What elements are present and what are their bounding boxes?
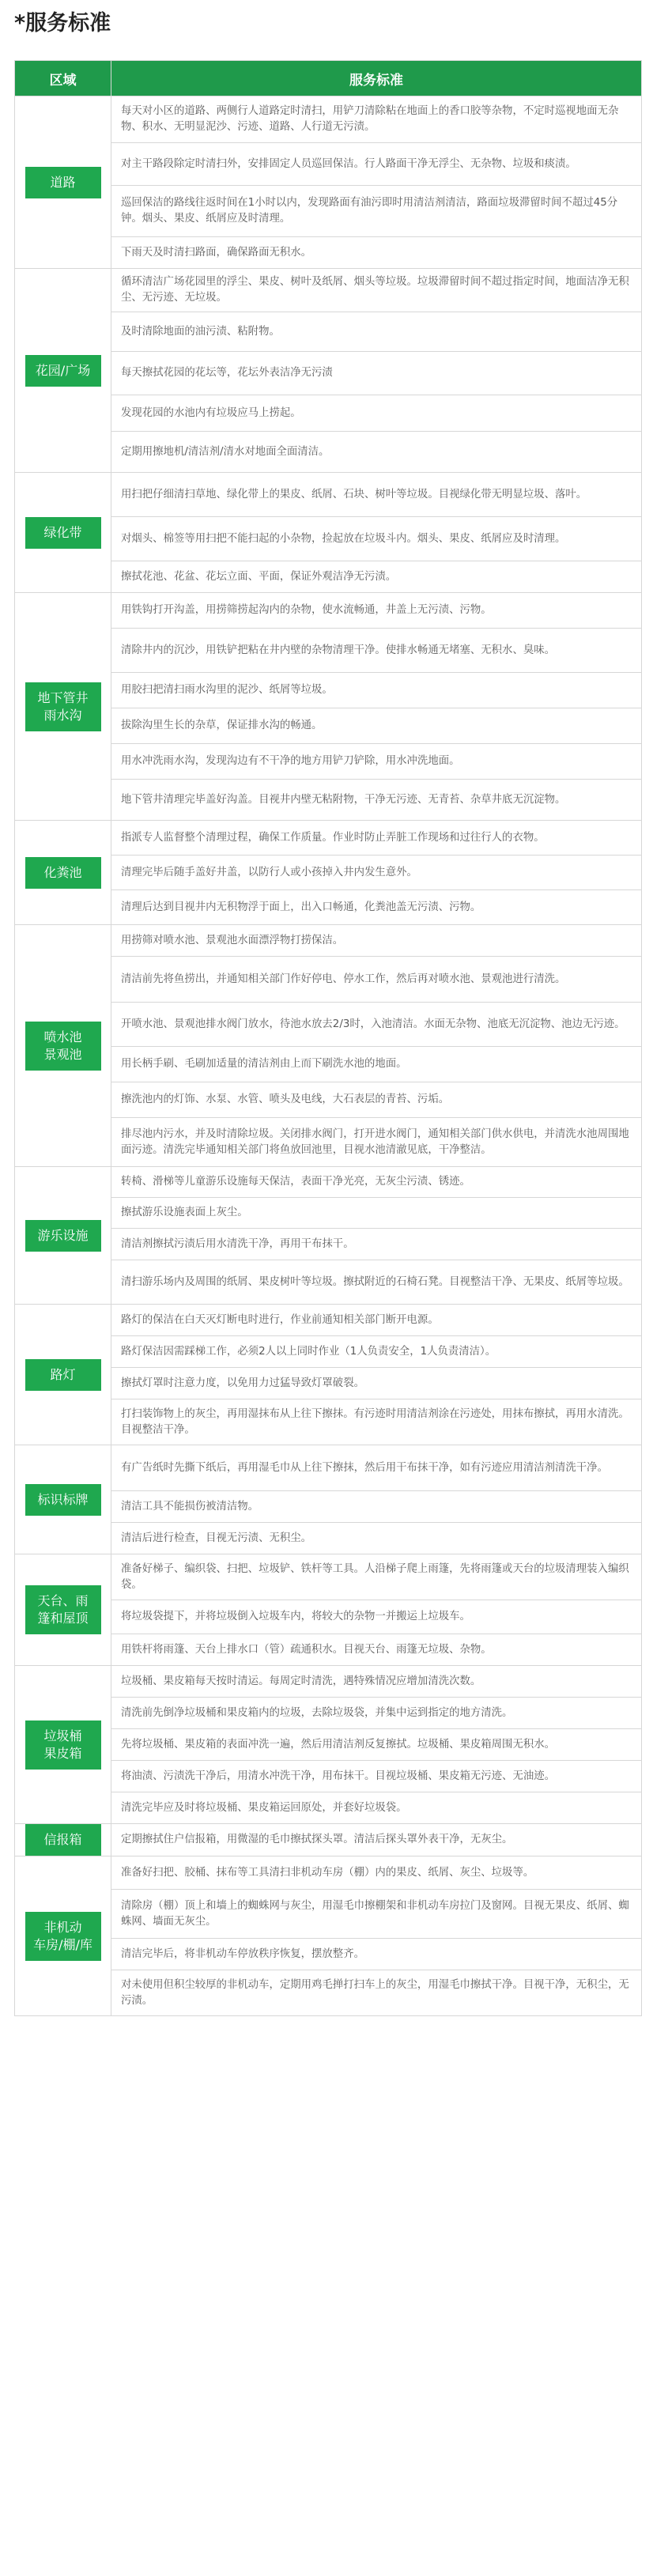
area-cell [15, 1824, 111, 1856]
table-row [15, 593, 642, 629]
area-badge: 道路 [25, 167, 101, 198]
standard-text: 定期擦拭住户信报箱，用微湿的毛巾擦拭探头罩。清洁后探头罩外表干净，无灰尘。 [111, 1824, 642, 1856]
area-cell [15, 1856, 111, 2016]
area-badge: 路灯 [25, 1359, 101, 1391]
standard-text: 准备好扫把、胶桶、抹布等工具清扫非机动车房（棚）内的果皮、纸屑、灰尘、垃圾等。 [111, 1856, 642, 1890]
service-standard-page [0, 5, 653, 2007]
standard-text: 每天对小区的道路、两侧行人道路定时清扫，用铲刀清除粘在地面上的香口胶等杂物，不定时巡视地面无杂物、积水、无明显泥沙、污迹、道路、人行道无污渍。 [111, 96, 642, 143]
standard-text: 开喷水池、景观池排水阀门放水，待池水放去2/3时，入池清洁。水面无杂物、池底无沉淀物、池边无污迹。 [111, 1003, 642, 1047]
standard-text: 准备好梯子、编织袋、扫把、垃圾铲、铁杆等工具。人沿梯子爬上雨篷，先将雨篷或天台的垃圾清理装入编织袋。 [111, 1554, 642, 1600]
standard-text: 指派专人监督整个清理过程，确保工作质量。作业时防止弄脏工作现场和过往行人的衣物。 [111, 821, 642, 856]
column-header-standard: 服务标准 [111, 61, 642, 96]
area-cell [15, 1554, 111, 1666]
standard-text: 清洁后进行检查，目视无污渍、无积尘。 [111, 1523, 642, 1554]
standard-text: 定期用擦地机/清洁剂/清水对地面全面清洁。 [111, 432, 642, 473]
table-row [15, 96, 642, 143]
standard-text: 将垃圾袋提下，并将垃圾倒入垃圾车内，将较大的杂物一并搬运上垃圾车。 [111, 1600, 642, 1634]
table-row [15, 473, 642, 517]
area-cell [15, 96, 111, 269]
standard-text: 及时清除地面的油污渍、粘附物。 [111, 312, 642, 352]
table-row [15, 1305, 642, 1336]
area-cell [15, 925, 111, 1167]
area-cell [15, 269, 111, 473]
standard-text: 地下管井清理完毕盖好沟盖。目视井内壁无粘附物，干净无污迹、无青苔、杂草井底无沉淀物。 [111, 780, 642, 821]
table-row [15, 1856, 642, 1890]
standard-text: 用水冲洗雨水沟，发现沟边有不干净的地方用铲刀铲除，用水冲洗地面。 [111, 744, 642, 780]
area-badge: 天台、雨 篷和屋顶 [25, 1585, 101, 1634]
standard-text: 擦洗池内的灯饰、水泵、水管、喷头及电线，大石表层的青苔、污垢。 [111, 1082, 642, 1118]
standard-text: 用胶扫把清扫雨水沟里的泥沙、纸屑等垃圾。 [111, 673, 642, 708]
table-row [15, 269, 642, 312]
table-row [15, 1554, 642, 1600]
standard-text: 每天擦拭花园的花坛等，花坛外表洁净无污渍 [111, 352, 642, 395]
standard-text: 擦拭游乐设施表面上灰尘。 [111, 1198, 642, 1229]
area-badge: 喷水池 景观池 [25, 1022, 101, 1071]
standard-text: 先将垃圾桶、果皮箱的表面冲洗一遍，然后用清洁剂反复擦拭。垃圾桶、果皮箱周围无积水。 [111, 1729, 642, 1761]
standard-text: 擦拭花池、花盆、花坛立面、平面，保证外观洁净无污渍。 [111, 561, 642, 593]
standard-text: 对未使用但积尘较厚的非机动车，定期用鸡毛掸打扫车上的灰尘，用湿毛巾擦拭干净。目视干净，无积尘，无污渍。 [111, 1970, 642, 2016]
standard-text: 清理后达到目视井内无积物浮于面上，出入口畅通，化粪池盖无污渍、污物。 [111, 890, 642, 925]
standard-text: 用铁钩打开沟盖，用捞筛捞起沟内的杂物，使水流畅通，井盖上无污渍、污物。 [111, 593, 642, 629]
area-cell [15, 1305, 111, 1445]
standard-text: 巡回保洁的路线往返时间在1小时以内，发现路面有油污即时用清洁剂清洁，路面垃圾滞留时间不超过45分钟。烟头、果皮、纸屑应及时清理。 [111, 186, 642, 237]
table-header-row [15, 61, 642, 96]
area-cell [15, 821, 111, 925]
column-header-area: 区域 [15, 61, 111, 96]
standard-text: 清洗前先倒净垃圾桶和果皮箱内的垃圾，去除垃圾袋，并集中运到指定的地方清洗。 [111, 1698, 642, 1729]
area-badge: 绿化带 [25, 517, 101, 549]
table-body [15, 96, 642, 2016]
area-cell [15, 1445, 111, 1554]
standard-text: 循环清洁广场花园里的浮尘、果皮、树叶及纸屑、烟头等垃圾。垃圾滞留时间不超过指定时间，地面洁净无积尘、无污迹、无垃圾。 [111, 269, 642, 312]
area-cell [15, 473, 111, 593]
standard-text: 将油渍、污渍洗干净后，用清水冲洗干净，用布抹干。目视垃圾桶、果皮箱无污迹、无油迹。 [111, 1761, 642, 1792]
service-standard-table [14, 60, 642, 2016]
standard-text: 转椅、滑梯等儿童游乐设施每天保洁，表面干净光亮，无灰尘污渍、锈迹。 [111, 1167, 642, 1198]
standard-text: 用铁杆将雨篷、天台上排水口（管）疏通积水。目视天台、雨篷无垃圾、杂物。 [111, 1634, 642, 1666]
standard-text: 发现花园的水池内有垃圾应马上捞起。 [111, 395, 642, 432]
standard-text: 清理完毕后随手盖好井盖，以防行人或小孩掉入井内发生意外。 [111, 856, 642, 890]
standard-text: 对烟头、棉签等用扫把不能扫起的小杂物，捡起放在垃圾斗内。烟头、果皮、纸屑应及时清理。 [111, 517, 642, 561]
standard-text: 清洁完毕后，将非机动车停放秩序恢复，摆放整齐。 [111, 1939, 642, 1970]
standard-text: 排尽池内污水，并及时清除垃圾。关闭排水阀门，打开进水阀门，通知相关部门供水供电，并清洗水池周围地面污迹。清洗完毕通知相关部门将鱼放回池里，目视水池清澈见底，干净整洁。 [111, 1118, 642, 1167]
area-badge: 标识标牌 [25, 1484, 101, 1516]
standard-text: 垃圾桶、果皮箱每天按时清运。每周定时清洗，遇特殊情况应增加清洗次数。 [111, 1666, 642, 1698]
area-badge: 游乐设施 [25, 1220, 101, 1252]
table-row [15, 821, 642, 856]
table-row [15, 1824, 642, 1856]
standard-text: 打扫装饰物上的灰尘，再用湿抹布从上往下擦抹。有污迹时用清洁剂涂在污迹处，用抹布擦拭，再用水清洗。目视整洁干净。 [111, 1399, 642, 1445]
standard-text: 清扫游乐场内及周围的纸屑、果皮树叶等垃圾。擦拭附近的石椅石凳。目视整洁干净、无果皮、纸屑等垃圾。 [111, 1260, 642, 1305]
standard-text: 有广告纸时先撕下纸后，再用湿毛巾从上往下擦抹，然后用干布抹干净，如有污迹应用清洁剂清洗干净。 [111, 1445, 642, 1491]
standard-text: 清洁前先将鱼捞出，并通知相关部门作好停电、停水工作，然后再对喷水池、景观池进行清洗。 [111, 957, 642, 1003]
standard-text: 用扫把仔细清扫草地、绿化带上的果皮、纸屑、石块、树叶等垃圾。目视绿化带无明显垃圾、落叶。 [111, 473, 642, 517]
area-badge: 花园/广场 [25, 355, 101, 387]
table-row [15, 1167, 642, 1198]
table-row [15, 1666, 642, 1698]
standard-text: 拔除沟里生长的杂草，保证排水沟的畅通。 [111, 708, 642, 744]
standard-text: 路灯的保洁在白天灭灯断电时进行，作业前通知相关部门断开电源。 [111, 1305, 642, 1336]
area-badge: 信报箱 [25, 1824, 101, 1856]
area-cell [15, 593, 111, 821]
standard-text: 清洁剂擦拭污渍后用水清洗干净，再用干布抹干。 [111, 1229, 642, 1260]
table-row [15, 1445, 642, 1491]
page-title: *服务标准 [14, 11, 111, 36]
standard-text: 路灯保洁因需踩梯工作，必须2人以上同时作业（1人负责安全，1人负责清洁）。 [111, 1336, 642, 1368]
standard-text: 清洁工具不能损伤被清洁物。 [111, 1491, 642, 1523]
standard-text: 清除井内的沉沙，用铁铲把粘在井内壁的杂物清理干净。使排水畅通无堵塞、无积水、臭味。 [111, 629, 642, 673]
standard-text: 用捞筛对喷水池、景观池水面漂浮物打捞保洁。 [111, 925, 642, 957]
area-cell [15, 1167, 111, 1305]
standard-text: 下雨天及时清扫路面，确保路面无积水。 [111, 237, 642, 269]
standard-text: 清洗完毕应及时将垃圾桶、果皮箱运回原处，并套好垃圾袋。 [111, 1792, 642, 1824]
table-row [15, 925, 642, 957]
area-badge: 化粪池 [25, 857, 101, 889]
standard-text: 用长柄手刷、毛刷加适量的清洁剂由上而下刷洗水池的地面。 [111, 1047, 642, 1082]
area-cell [15, 1666, 111, 1824]
area-badge: 地下管井 雨水沟 [25, 682, 101, 731]
standard-text: 清除房（棚）顶上和墙上的蜘蛛网与灰尘，用湿毛巾擦棚架和非机动车房拉门及窗网。目视无果皮、纸屑、蜘蛛网、墙面无灰尘。 [111, 1890, 642, 1939]
area-badge: 垃圾桶 果皮箱 [25, 1720, 101, 1770]
area-badge: 非机动 车房/棚/库 [25, 1912, 101, 1961]
standard-text: 擦拭灯罩时注意力度，以免用力过猛导致灯罩破裂。 [111, 1368, 642, 1399]
standard-text: 对主干路段除定时清扫外，安排固定人员巡回保洁。行人路面干净无浮尘、无杂物、垃圾和痰渍。 [111, 143, 642, 186]
